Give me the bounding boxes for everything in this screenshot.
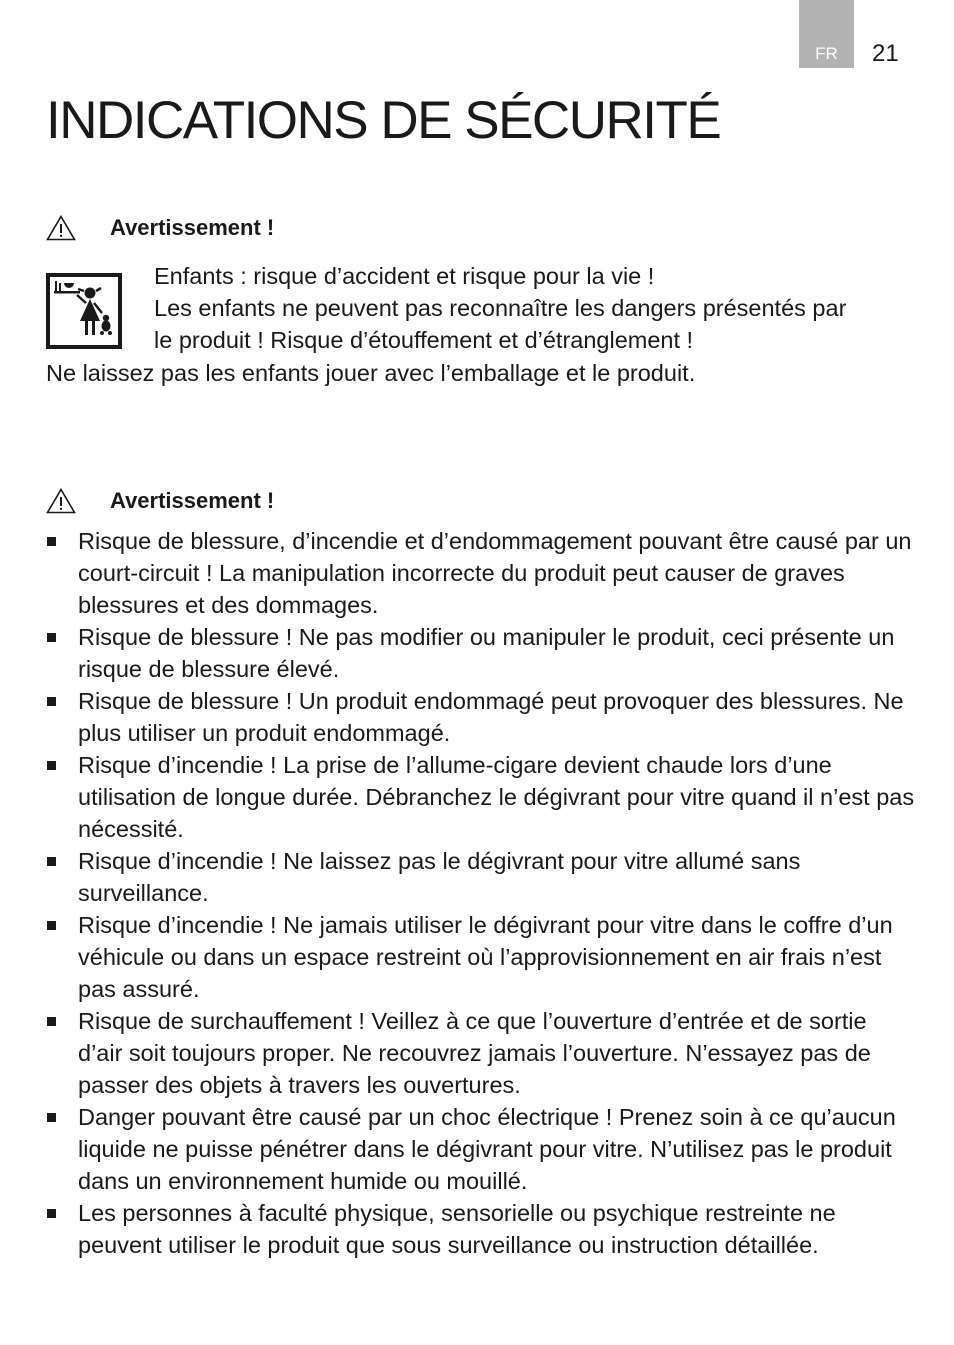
- warning-triangle-icon: [46, 488, 76, 514]
- list-item: [46, 685, 916, 749]
- square-bullet-icon: [47, 921, 56, 930]
- list-item-text: Risque de surchauffement ! Veillez à ce que l’ouverture d’entrée et de sortie d’air soit toujours proper. Ne recouvrez jamais l’ouverture. N’essayez pas de passer des objets à travers les ouvertures.: [78, 1008, 871, 1098]
- square-bullet-icon: [47, 537, 56, 546]
- list-item-text: Risque d’incendie ! Ne laissez pas le dégivrant pour vitre allumé sans surveillance.: [78, 848, 801, 906]
- square-bullet-icon: [47, 857, 56, 866]
- page-title: INDICATIONS DE SÉCURITÉ: [46, 91, 721, 150]
- child-warning-last-line: Ne laissez pas les enfants jouer avec l’emballage et le produit.: [46, 360, 696, 386]
- list-item: [46, 525, 916, 621]
- child-warning-line: le produit ! Risque d’étouffement et d’étranglement !: [154, 327, 694, 353]
- warning-heading-1: [46, 215, 274, 241]
- square-bullet-icon: [47, 697, 56, 706]
- list-item-text: Risque d’incendie ! Ne jamais utiliser le dégivrant pour vitre dans le coffre d’un véhicule ou dans un espace restreint où l’approvisionnement en air frais n’est pas assuré.: [78, 912, 893, 1002]
- child-warning-text: [154, 260, 914, 356]
- list-item: [46, 845, 916, 909]
- list-item: [46, 909, 916, 1005]
- list-item-text: Danger pouvant être causé par un choc électrique ! Prenez soin à ce qu’aucun liquide ne puisse pénétrer dans le dégivrant pour vitre. N’utilisez pas le produit dans un environnement humide ou mouillé.: [78, 1104, 896, 1194]
- list-item-text: Risque de blessure ! Ne pas modifier ou manipuler le produit, ceci présente un risque de blessure élevé.: [78, 624, 895, 682]
- list-item-text: Risque d’incendie ! La prise de l’allume-cigare devient chaude lors d’une utilisation de longue durée. Débranchez le dégivrant pour vitre quand il n’est pas nécessité.: [78, 752, 915, 842]
- list-item: [46, 749, 916, 845]
- child-warning-line: Enfants : risque d’accident et risque pour la vie !: [154, 263, 655, 289]
- square-bullet-icon: [47, 633, 56, 642]
- page-number: 21: [872, 40, 899, 67]
- list-item: [46, 621, 916, 685]
- list-item-text: Risque de blessure ! Un produit endommagé peut provoquer des blessures. Ne plus utiliser un produit endommagé.: [78, 688, 904, 746]
- list-item: [46, 1197, 916, 1261]
- list-item-text: Risque de blessure, d’incendie et d’endommagement pouvant être causé par un court-circuit ! La manipulation incorrecte du produit peut causer de graves blessures et des dommages.: [78, 528, 912, 618]
- square-bullet-icon: [47, 1113, 56, 1122]
- child-warning-icon: [46, 273, 122, 349]
- warning-label: Avertissement !: [110, 488, 275, 513]
- list-item: [46, 1101, 916, 1197]
- square-bullet-icon: [47, 1017, 56, 1026]
- list-item: [46, 1005, 916, 1101]
- safety-list: [46, 525, 916, 1261]
- list-item-text: Les personnes à faculté physique, sensorielle ou psychique restreinte ne peuvent utiliser le produit que sous surveillance ou instruction détaillée.: [78, 1200, 836, 1258]
- warning-label: Avertissement !: [110, 215, 275, 240]
- square-bullet-icon: [47, 1209, 56, 1218]
- warning-heading-2: [46, 488, 274, 514]
- warning-triangle-icon: [46, 215, 76, 241]
- language-label: FR: [815, 44, 838, 63]
- child-warning-line: Les enfants ne peuvent pas reconnaître les dangers présentés par: [154, 295, 847, 321]
- language-tab: [799, 0, 854, 68]
- square-bullet-icon: [47, 761, 56, 770]
